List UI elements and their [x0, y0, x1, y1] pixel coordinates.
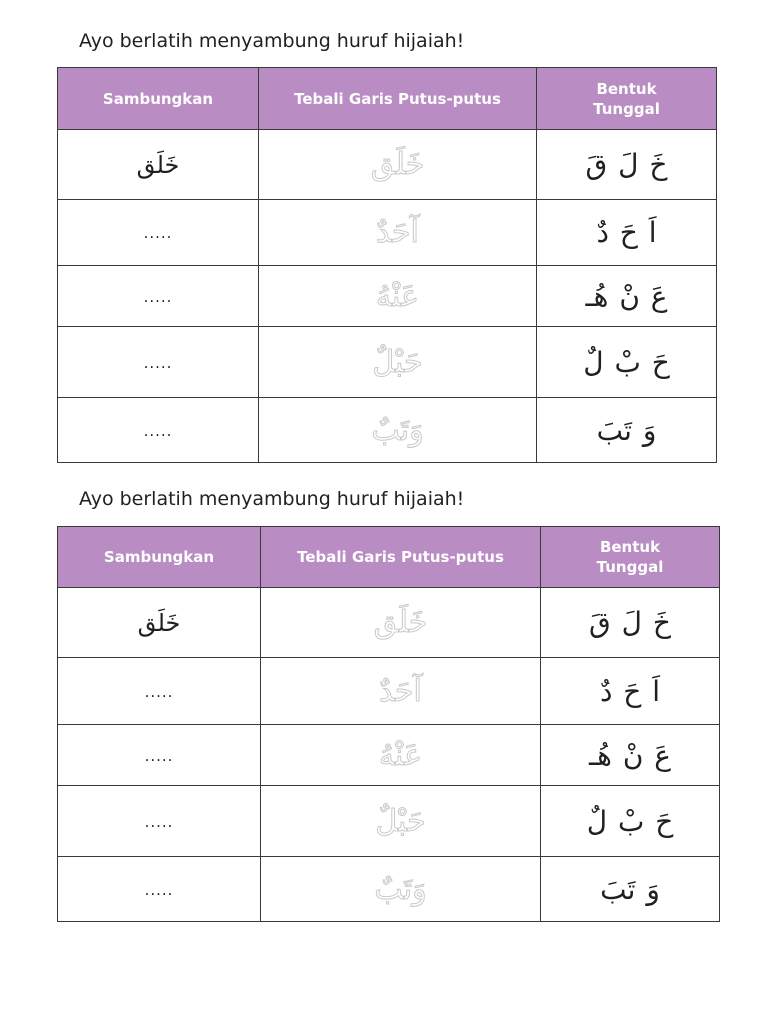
trace-word: وَتَبٌ [371, 412, 424, 448]
joined-cell[interactable] [58, 130, 259, 200]
trace-word: حَبْلٌ [375, 803, 426, 839]
table-header-row [58, 527, 720, 588]
answer-placeholder: ..... [144, 880, 174, 899]
trace-word: وَتَبٌ [374, 871, 427, 907]
single-letters: حَ بْ لٌ [583, 345, 670, 379]
joined-cell[interactable] [58, 725, 261, 786]
table-row [58, 130, 717, 200]
single-letters: وَ تَبَ [600, 872, 660, 906]
trace-word: عَنْهُ [375, 278, 420, 314]
table-row [58, 857, 720, 922]
single-cell [541, 725, 720, 786]
header-bentuk-tunggal [541, 527, 720, 588]
joined-cell[interactable] [58, 857, 261, 922]
trace-cell[interactable] [261, 588, 541, 658]
trace-word: آحَدٌ [379, 673, 422, 709]
header-bentuk-line2: Tunggal [593, 99, 660, 118]
single-cell [537, 200, 717, 266]
single-cell [541, 588, 720, 658]
header-sambungkan: Sambungkan [58, 68, 259, 130]
worksheet-table-1 [57, 67, 717, 463]
trace-cell[interactable] [259, 327, 537, 398]
joined-cell[interactable] [58, 200, 259, 266]
table-row [58, 588, 720, 658]
single-letters: خَ لَ قَ [585, 148, 668, 181]
trace-cell[interactable] [259, 130, 537, 200]
single-letters: حَ بْ لٌ [586, 804, 674, 838]
answer-placeholder: ..... [144, 746, 174, 765]
answer-placeholder: ..... [144, 812, 174, 831]
single-cell [537, 327, 717, 398]
header-bentuk-line2: Tunggal [596, 558, 664, 576]
trace-cell[interactable] [261, 857, 541, 922]
single-cell [537, 266, 717, 327]
worksheet-table-2 [57, 526, 720, 922]
header-sambungkan: Sambungkan [58, 527, 261, 588]
joined-cell[interactable] [58, 266, 259, 327]
header-tebali: Tebali Garis Putus-putus [261, 527, 541, 588]
single-letters: اَ حَ دٌ [596, 216, 657, 249]
trace-cell[interactable] [261, 786, 541, 857]
joined-word: خَلَق [136, 150, 180, 179]
joined-cell[interactable] [58, 398, 259, 463]
header-tebali: Tebali Garis Putus-putus [259, 68, 537, 130]
trace-word: آحَدٌ [376, 215, 419, 250]
table-row [58, 398, 717, 463]
single-letters: عَ نْ هُـ [588, 738, 672, 772]
trace-cell[interactable] [261, 725, 541, 786]
header-bentuk-tunggal [537, 68, 717, 130]
joined-cell[interactable] [58, 327, 259, 398]
header-bentuk-line1: Bentuk [596, 79, 657, 98]
joined-cell[interactable] [58, 588, 261, 658]
answer-placeholder: ..... [143, 353, 173, 372]
single-cell [537, 130, 717, 200]
trace-word: حَبْلٌ [372, 344, 423, 380]
section-2-title: Ayo berlatih menyambung huruf hijaiah! [79, 488, 465, 510]
table-row [58, 327, 717, 398]
single-letters: خَ لَ قَ [589, 606, 671, 639]
trace-cell[interactable] [261, 658, 541, 725]
answer-placeholder: ..... [144, 682, 174, 701]
single-letters: وَ تَبَ [596, 413, 657, 447]
single-letters: عَ نْ هُـ [585, 279, 668, 313]
table-header-row [58, 68, 717, 130]
answer-placeholder: ..... [143, 287, 173, 306]
answer-placeholder: ..... [143, 421, 173, 440]
table-row [58, 200, 717, 266]
table-row [58, 266, 717, 327]
single-letters: اَ حَ دٌ [599, 674, 661, 708]
answer-placeholder: ..... [143, 224, 173, 242]
joined-word: خَلَق [137, 608, 181, 637]
single-cell [541, 786, 720, 857]
joined-cell[interactable] [58, 658, 261, 725]
table-row [58, 725, 720, 786]
single-cell [541, 658, 720, 725]
trace-cell[interactable] [259, 398, 537, 463]
section-1-title: Ayo berlatih menyambung huruf hijaiah! [79, 30, 465, 52]
table-row [58, 786, 720, 857]
single-cell [541, 857, 720, 922]
trace-word: خَلَق [373, 605, 428, 640]
trace-word: خَلَق [370, 147, 425, 182]
trace-cell[interactable] [259, 200, 537, 266]
trace-word: عَنْهُ [378, 737, 423, 773]
trace-cell[interactable] [259, 266, 537, 327]
single-cell [537, 398, 717, 463]
table-row [58, 658, 720, 725]
header-bentuk-line1: Bentuk [599, 538, 661, 556]
joined-cell[interactable] [58, 786, 261, 857]
